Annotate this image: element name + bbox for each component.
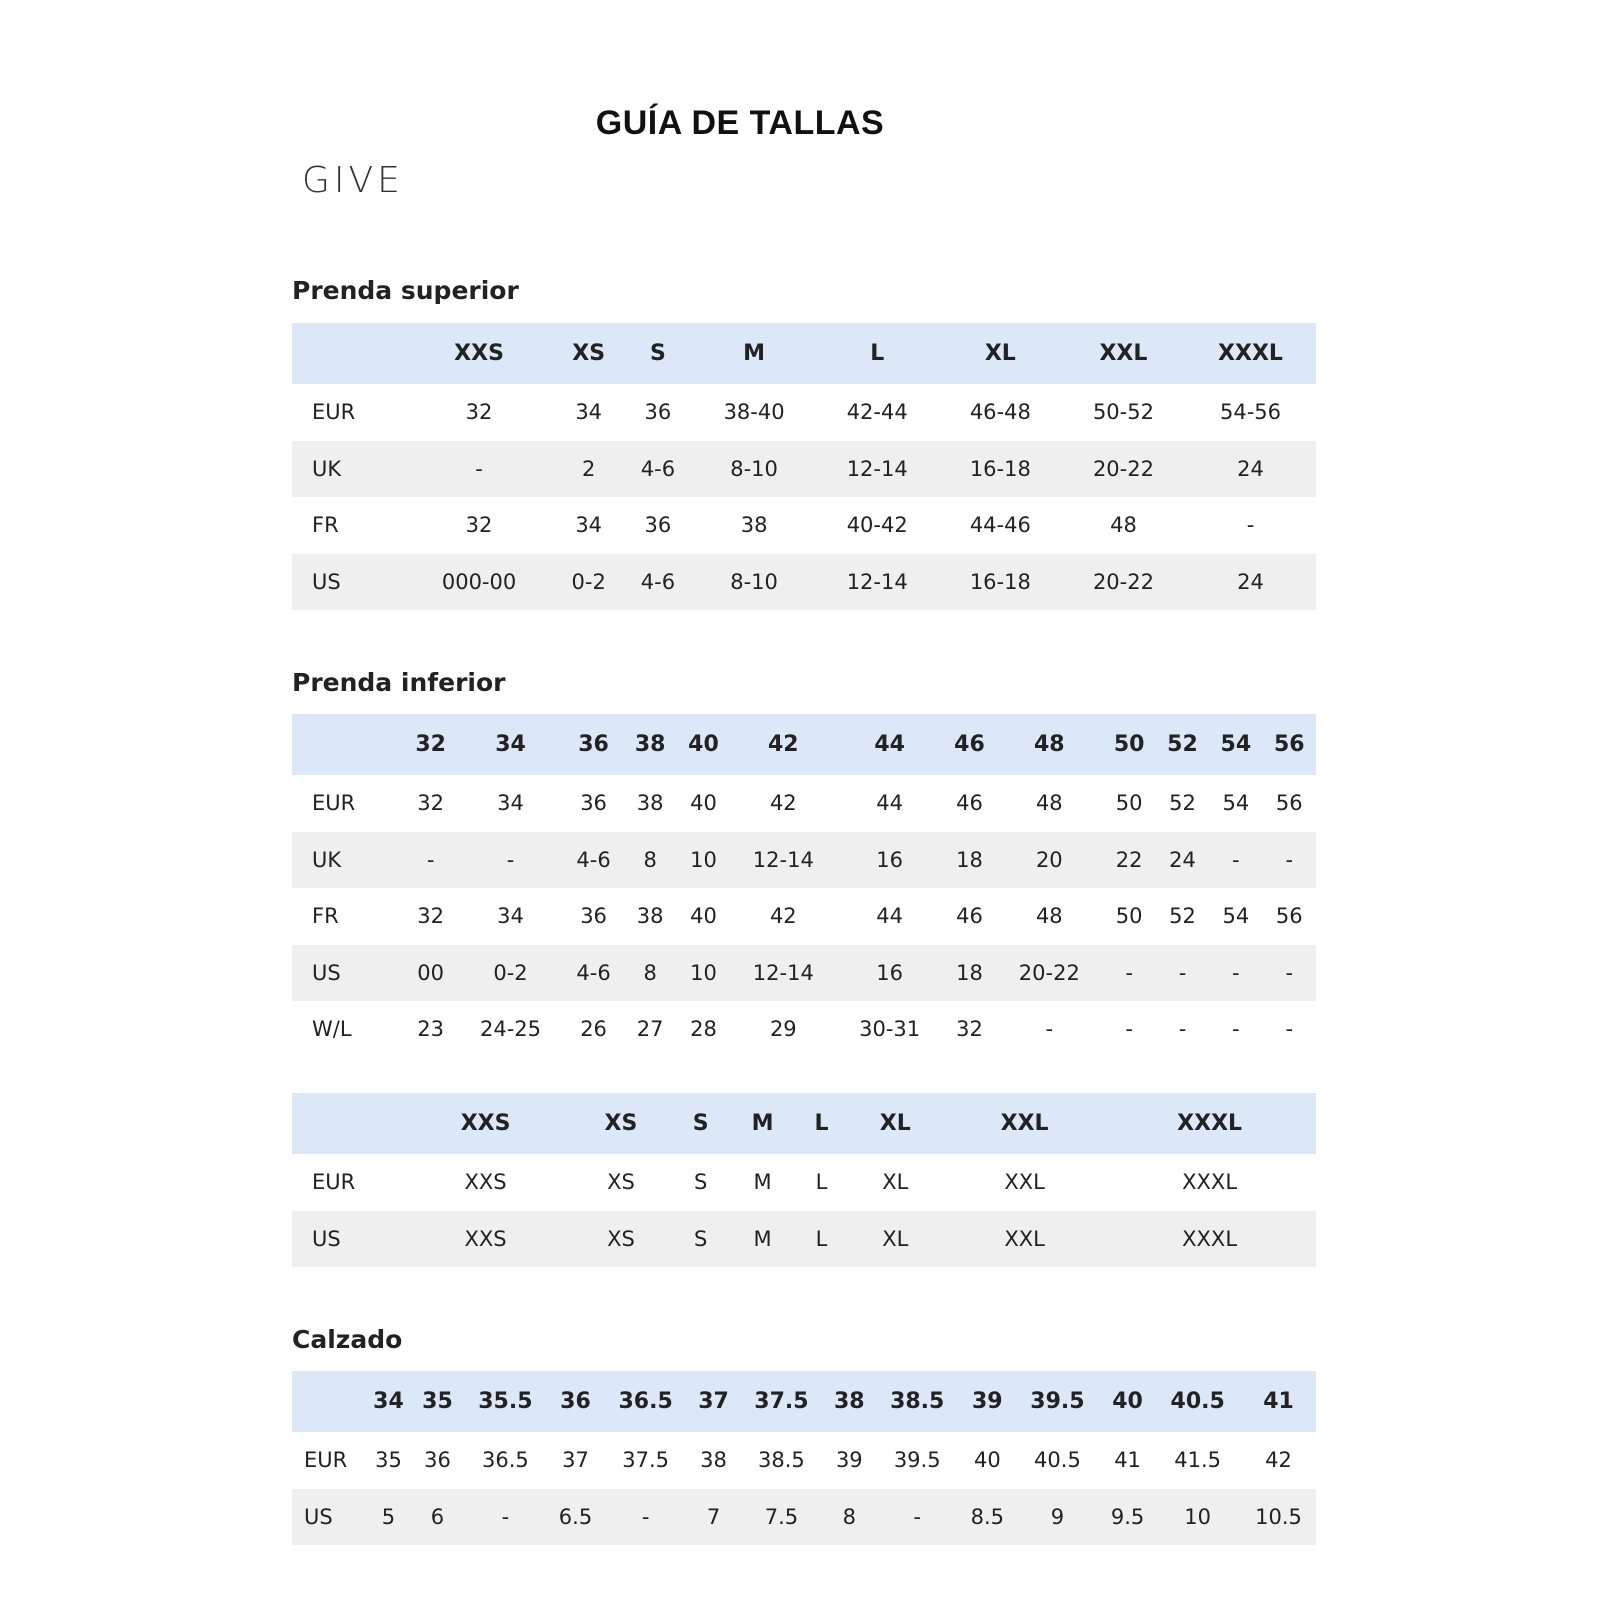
table-cell: 20 [1035,847,1063,872]
table-cell: 46-48 [969,400,1031,425]
column-header: 34 [495,732,526,757]
column-header: XXXL [1177,1111,1243,1136]
table-cell: - [506,847,515,872]
table-cell: 38 [700,1448,727,1473]
table-cell: 12-14 [846,569,908,594]
table-row [292,384,1316,441]
table-cell: 12-14 [846,456,908,481]
column-header: 40 [1112,1389,1143,1414]
table-header-row [292,323,1316,384]
table-cell: 20-22 [1092,456,1154,481]
table-cell: 4-6 [576,960,611,985]
table-cell: 39.5 [893,1448,941,1473]
table-cell: - [1178,960,1187,985]
table-cell: 36 [580,791,607,816]
brand-logo: GIVE [302,160,404,201]
table-cell: 8-10 [730,456,778,481]
row-label: EUR [304,1448,348,1473]
table-cell: XXS [464,1226,507,1251]
row-label: US [312,1226,341,1251]
table-cell: 29 [769,1017,797,1042]
table-cell: 4-6 [640,569,676,594]
column-header: 36.5 [618,1389,673,1414]
column-header: XXS [454,341,504,366]
section-title-bottom: Prenda inferior [292,668,506,697]
table-cell: 32 [465,513,493,538]
table-cell: 27 [636,1017,664,1042]
table-cell: 7 [706,1504,721,1529]
table-cell: 18 [956,847,983,872]
table-cell: 44 [876,791,903,816]
table-cell: 35 [375,1448,402,1473]
table-cell: 0-2 [571,569,606,594]
table-cell: 42 [769,904,797,929]
row-label: UK [312,456,342,481]
row-label: US [312,960,341,985]
column-header: S [649,341,666,366]
table-row [292,1211,1316,1268]
row-label: UK [312,847,342,872]
table-cell: 40 [690,904,717,929]
table-cell: 54 [1222,791,1250,816]
table-cell: 4-6 [576,847,611,872]
table-cell: 16 [876,847,903,872]
column-header: 37.5 [754,1389,809,1414]
column-header: L [870,341,885,366]
row-label: EUR [312,791,356,816]
table-row [292,1154,1316,1211]
column-header: 56 [1273,732,1305,757]
table-cell: - [641,1504,650,1529]
table-cell: 8 [643,960,657,985]
table-cell: 40 [973,1448,1001,1473]
column-header: XS [572,341,606,366]
column-header: 38 [634,732,666,757]
table-cell: 40-42 [846,513,908,538]
table-cell: XS [607,1170,635,1195]
table-cell: 8-10 [730,569,778,594]
corner-cell [292,1093,404,1154]
column-header: 38.5 [890,1389,945,1414]
table-cell: 10 [690,847,717,872]
table-cell: - [1045,1017,1054,1042]
table-cell: 48 [1110,513,1137,538]
column-header: 54 [1220,732,1252,757]
column-header: XS [604,1111,638,1136]
table-cell: 5 [381,1504,396,1529]
table-header-row [292,1093,1316,1154]
table-cell: 10 [1184,1504,1212,1529]
column-header: L [814,1111,829,1136]
column-header: 48 [1033,732,1065,757]
row-label: W/L [312,1017,352,1042]
table-cell: - [913,1504,921,1529]
corner-cell [292,714,404,775]
corner-cell [292,323,404,384]
table-cell: 6 [430,1504,445,1529]
table-cell: 41.5 [1174,1448,1222,1473]
section-title-top: Prenda superior [292,276,519,305]
column-header: 32 [415,732,446,757]
table-cell: - [1232,847,1240,872]
table-cell: 10 [690,960,717,985]
column-header: 40.5 [1170,1389,1225,1414]
table-row [292,1001,1316,1058]
column-header: 35 [422,1389,453,1414]
table-cell: 36 [644,513,672,538]
column-header: 35.5 [478,1389,533,1414]
table-header-row [292,714,1316,775]
table-cell: S [694,1170,708,1195]
table-cell: 54-56 [1219,400,1282,425]
table-cell: XL [882,1226,909,1251]
table-cell: 36 [424,1448,451,1473]
column-header: 34 [373,1389,404,1414]
column-header: 41 [1263,1389,1294,1414]
table-cell: 36.5 [481,1448,529,1473]
column-header: 42 [767,732,799,757]
table-cell: - [1246,513,1255,538]
table-cell: 0-2 [493,960,528,985]
table-cell: 24 [1169,847,1196,872]
table-cell: 46 [956,791,983,816]
column-header: 46 [954,732,985,757]
column-header: XL [879,1111,911,1136]
table-row [292,1489,1316,1546]
table-cell: 24 [1237,456,1264,481]
table-cell: - [1178,1017,1187,1042]
table-cell: 4-6 [640,456,676,481]
table-cell: 22 [1115,847,1143,872]
table-cell: 52 [1169,791,1196,816]
table-cell: 42 [1265,1448,1292,1473]
table-cell: - [1285,1017,1294,1042]
table-cell: 9.5 [1110,1504,1145,1529]
table-cell: 20-22 [1092,569,1154,594]
table-cell: XXXL [1182,1170,1238,1195]
table-cell: 7.5 [764,1504,799,1529]
column-header: XXL [1099,341,1148,366]
size-table-top [292,323,1316,610]
column-header: XXXL [1218,341,1283,366]
column-header: 38 [833,1389,865,1414]
table-cell: M [753,1170,772,1195]
column-header: XXS [460,1111,511,1136]
table-cell: 37 [562,1448,589,1473]
table-cell: - [426,847,435,872]
row-label: EUR [312,400,356,425]
table-cell: XS [607,1226,635,1251]
table-cell: XXL [1004,1170,1045,1195]
row-label: US [312,569,341,594]
table-cell: 36 [644,400,672,425]
size-table-shoes [292,1371,1316,1545]
table-cell: 000-00 [441,569,517,594]
column-header: 39 [972,1389,1003,1414]
table-cell: 12-14 [752,960,814,985]
table-row [292,832,1316,889]
table-cell: 30-31 [859,1017,921,1042]
section-title-shoes: Calzado [292,1325,403,1354]
table-cell: 40.5 [1034,1448,1081,1473]
table-cell: - [1125,1017,1133,1042]
table-cell: - [1232,1017,1240,1042]
table-cell: XXL [1004,1226,1045,1251]
table-cell: 8 [643,847,657,872]
table-cell: XL [882,1170,909,1195]
table-cell: 50-52 [1092,400,1154,425]
column-header: M [751,1111,774,1136]
corner-cell [292,1371,364,1432]
table-cell: XXXL [1182,1226,1238,1251]
table-row [292,888,1316,945]
table-cell: 56 [1275,904,1303,929]
table-cell: 32 [465,400,493,425]
column-header: 37 [698,1389,729,1414]
column-header: 39.5 [1030,1389,1085,1414]
table-cell: 12-14 [752,847,814,872]
table-cell: 52 [1169,904,1196,929]
table-cell: 38 [740,513,768,538]
table-cell: 46 [956,904,983,929]
table-cell: 00 [417,960,445,985]
table-cell: L [815,1170,828,1195]
table-cell: 8.5 [970,1504,1005,1529]
size-table-letter [292,1093,1316,1267]
table-cell: 9 [1050,1504,1065,1529]
table-cell: 32 [417,791,445,816]
table-cell: 40 [690,791,717,816]
table-cell: XXS [464,1170,507,1195]
row-label: FR [312,513,339,538]
table-cell: 42-44 [846,400,908,425]
row-label: US [304,1504,333,1529]
table-cell: 16 [876,960,903,985]
table-cell: 16-18 [969,569,1031,594]
table-cell: - [1232,960,1240,985]
row-label: EUR [312,1170,356,1195]
page-title: GUÍA DE TALLAS [595,104,885,142]
column-header: 36 [560,1389,591,1414]
table-cell: 26 [580,1017,607,1042]
table-cell: L [815,1226,828,1251]
table-row [292,554,1316,611]
table-cell: 2 [582,456,596,481]
table-cell: 56 [1275,791,1303,816]
table-cell: - [475,456,483,481]
table-cell: 34 [575,400,603,425]
column-header: S [692,1111,709,1136]
table-cell: 24-25 [479,1017,542,1042]
table-cell: 32 [956,1017,983,1042]
column-header: 40 [688,732,719,757]
column-header: 36 [578,732,609,757]
table-header-row [292,1371,1316,1432]
table-cell: 34 [497,791,524,816]
table-cell: 32 [417,904,445,929]
table-cell: 34 [575,513,603,538]
column-header: XL [984,341,1016,366]
table-cell: 44-46 [969,513,1031,538]
table-cell: - [1125,960,1133,985]
table-cell: 8 [842,1504,856,1529]
column-header: XXL [1000,1111,1049,1136]
table-cell: 38 [636,791,664,816]
table-cell: 28 [690,1017,717,1042]
table-cell: - [1285,847,1294,872]
table-cell: 54 [1222,904,1250,929]
table-cell: 48 [1035,904,1063,929]
table-cell: 38.5 [758,1448,805,1473]
table-cell: M [753,1226,772,1251]
table-row [292,497,1316,554]
table-cell: 38 [636,904,664,929]
table-cell: 37.5 [622,1448,669,1473]
table-row [292,945,1316,1002]
table-row [292,441,1316,498]
table-cell: 50 [1115,904,1143,929]
table-cell: - [501,1504,510,1529]
table-cell: 39 [835,1448,863,1473]
table-row [292,775,1316,832]
table-cell: 38-40 [723,400,785,425]
table-cell: 23 [417,1017,445,1042]
table-cell: 44 [876,904,903,929]
table-cell: 42 [769,791,797,816]
column-header: 52 [1167,732,1198,757]
table-cell: 50 [1115,791,1143,816]
table-cell: S [694,1226,708,1251]
size-table-bottom [292,714,1316,1058]
table-cell: 48 [1035,791,1063,816]
table-cell: 36 [580,904,607,929]
table-cell: 24 [1237,569,1264,594]
table-cell: 18 [956,960,983,985]
row-label: FR [312,904,339,929]
table-cell: 6.5 [558,1504,593,1529]
table-cell: 10.5 [1255,1504,1302,1529]
table-cell: 41 [1114,1448,1141,1473]
column-header: 44 [874,732,905,757]
table-cell: 16-18 [969,456,1031,481]
column-header: M [743,341,766,366]
table-cell: - [1285,960,1294,985]
table-row [292,1432,1316,1489]
column-header: 50 [1113,732,1145,757]
table-cell: 34 [497,904,524,929]
table-cell: 20-22 [1018,960,1080,985]
